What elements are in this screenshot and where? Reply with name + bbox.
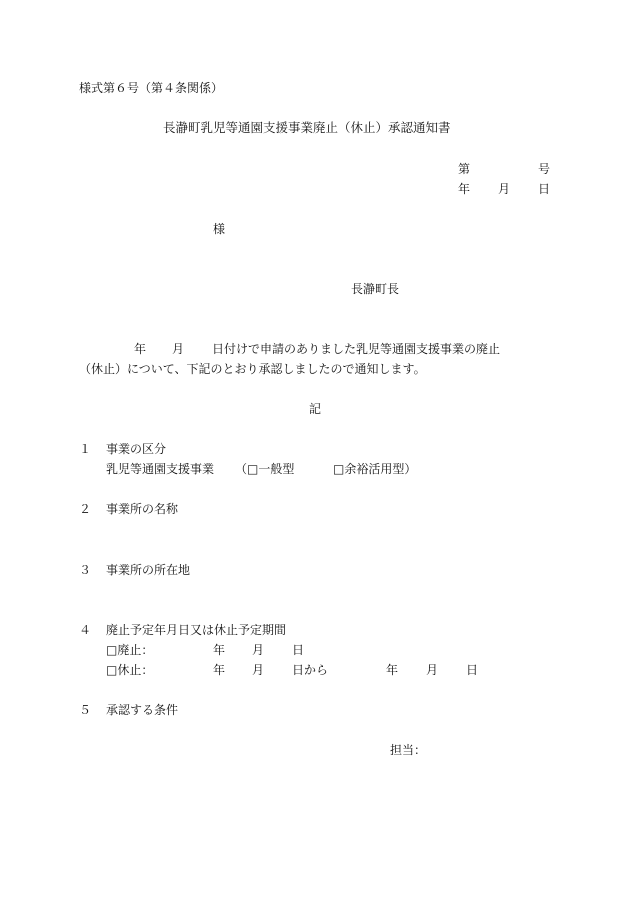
section-4-suspend-start-month: 月 [252,663,265,677]
doc-number-suffix: 号 [538,162,551,176]
document-title: 長瀞町乳児等通園支援事業廃止（休止）承認通知書 [163,120,451,135]
section-1-option-general: （□一般型 [235,462,295,476]
section-2-title: 事業所の名称 [106,502,179,516]
contact-label: 担当： [390,743,427,757]
section-2-number: ２ [79,502,92,516]
section-1-business: 乳児等通園支援事業 [106,462,215,476]
section-4-suspend-end-month: 月 [426,663,439,677]
section-4-suspend-end-year: 年 [386,663,399,677]
section-1-option-surplus: □余裕活用型） [333,462,417,476]
date-year: 年 [458,182,471,196]
date-day: 日 [538,182,551,196]
body-line1: 日付けで申請のありました乳児等通園支援事業の廃止 [212,342,501,356]
section-5-number: ５ [79,703,92,717]
body-year: 年 [134,342,147,356]
section-3-number: ３ [79,563,92,577]
section-4-number: ４ [79,623,92,637]
section-4-suspend-start-year: 年 [213,663,226,677]
section-4-abolish-label: □廃止： [106,643,154,657]
section-3-title: 事業所の所在地 [106,563,191,577]
doc-number-prefix: 第 [458,162,471,176]
section-4-suspend-end-day: 日 [466,663,479,677]
section-4-abolish-month: 月 [252,643,265,657]
section-4-suspend-label: □休止： [106,663,154,677]
section-4-title: 廃止予定年月日又は休止予定期間 [106,623,287,637]
date-month: 月 [498,182,511,196]
recipient-suffix: 様 [213,222,226,236]
section-1-number: １ [79,442,92,456]
section-1-title: 事業の区分 [106,442,167,456]
body-line2: （休止）について、下記のとおり承認しましたので通知します。 [79,362,426,376]
issuer: 長瀞町長 [351,282,400,296]
body-month: 月 [172,342,185,356]
section-4-abolish-day: 日 [292,643,305,657]
section-4-suspend-start-day: 日から [292,663,329,677]
section-4-abolish-year: 年 [213,643,226,657]
ki-heading: 記 [309,402,322,416]
section-5-title: 承認する条件 [106,703,179,717]
form-number: 様式第６号（第４条関係） [79,81,224,95]
